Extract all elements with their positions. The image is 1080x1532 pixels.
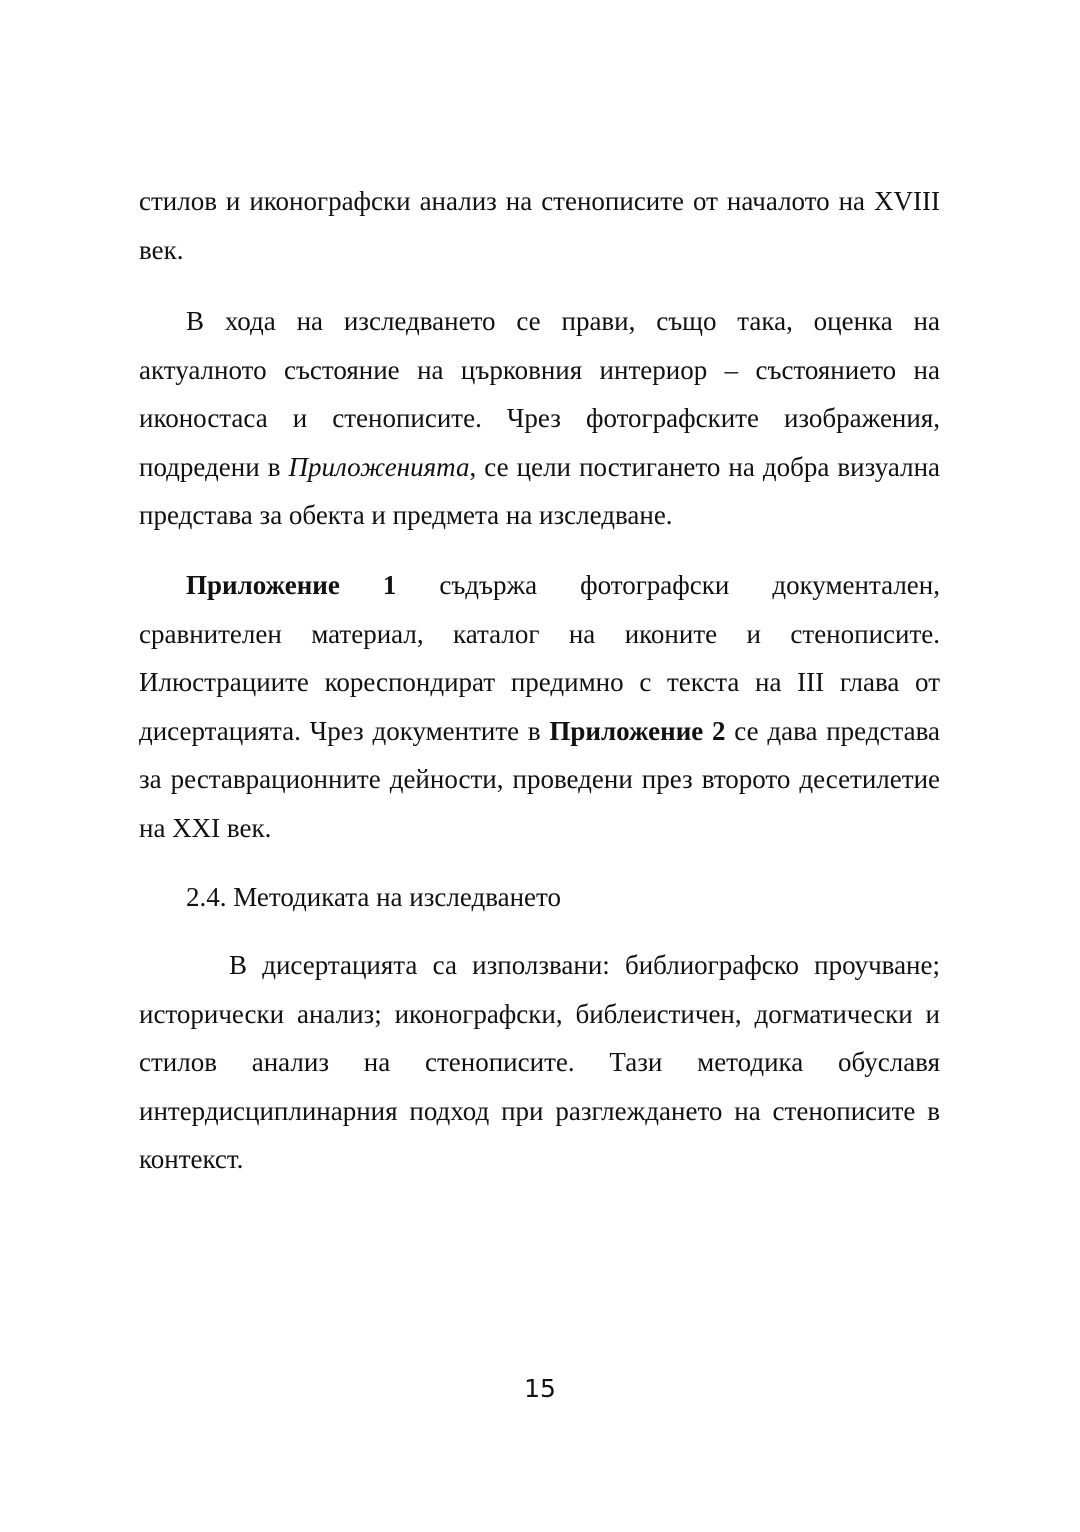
section-heading: 2.4. Методиката на изследването: [186, 882, 561, 912]
paragraph-text: , се цели постигането на добра визуална представа за обекта и предмета на изследване.: [139, 451, 940, 531]
paragraph-methodology: В дисертацията са използвани: библиографско проучване; исторически анализ; иконографски, библеистичен, догматически и стилов анализ на стенописите. Тази методика обуславя интердисциплинарния подход при разглеждането на стенописите в контекст.: [139, 950, 940, 1175]
bold-term-appendix-2: Приложение 2: [549, 715, 726, 746]
paragraph-text: се дава представа за реставрационните дейности, проведени през второто десетилетие на XXI век.: [139, 715, 940, 843]
page-number: 15: [524, 1374, 556, 1403]
italic-term-appendices: Приложенията: [288, 451, 470, 482]
paragraph-text: В хода на изследването се прави, също така, оценка на актуалното състояние на църковния интериор – състоянието на иконостаса и стенописите. Чрез фотографските изображения, подредени в: [139, 306, 940, 482]
bold-term-appendix-1: Приложение 1: [186, 570, 397, 600]
paragraph-assessment: [139, 297, 940, 540]
paragraph-appendices: [139, 561, 940, 853]
paragraph-continuation: стилов и иконографски анализ на стенописите от началото на XVIII век.: [139, 186, 940, 265]
paragraph-text: съдържа фотографски документален, сравнителен материал, каталог на иконите и стенописите. Илюстрациите кореспондират предимно с текста на III глава от дисертацията. Чрез документите в: [139, 570, 940, 746]
